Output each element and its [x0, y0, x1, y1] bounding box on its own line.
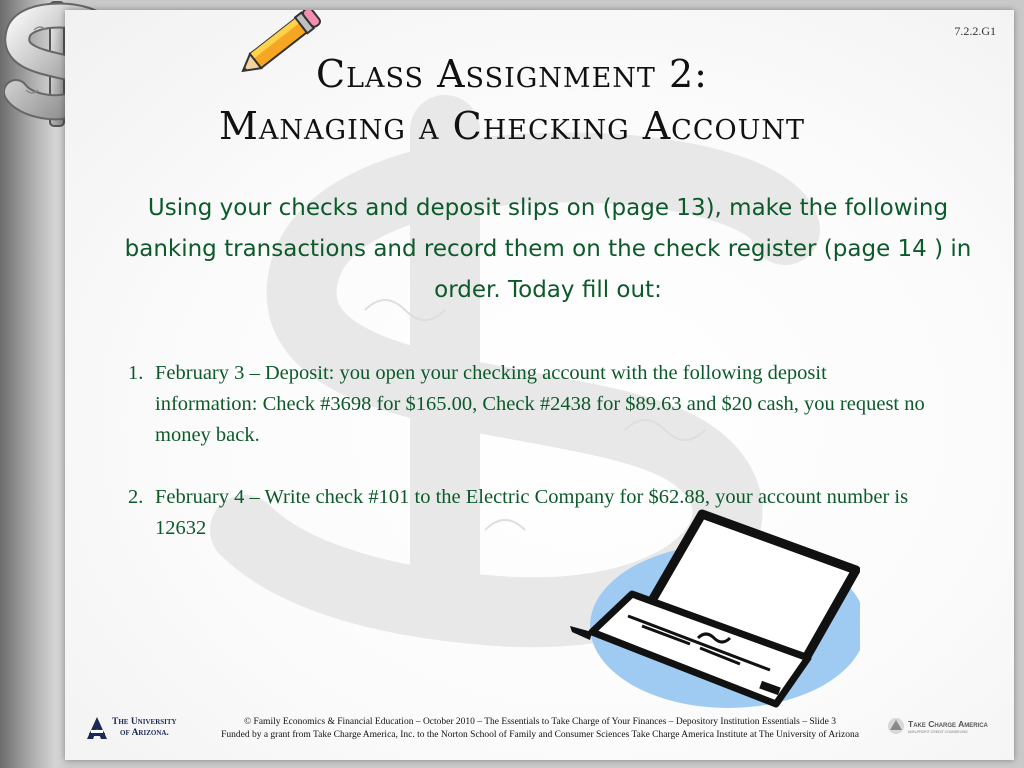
arizona-a-icon — [86, 716, 108, 740]
slide-title — [0, 48, 1024, 152]
list-item — [128, 482, 928, 544]
list-item-number: 2. — [128, 486, 144, 508]
ua-logo-text — [112, 717, 177, 739]
footer-copyright — [180, 716, 900, 742]
list-item — [128, 358, 928, 451]
instructions-intro: Using your checks and deposit slips on (page 13), make the following banking transactions and record them on the check register (page 14 ) in order. Today fill out: — [124, 195, 972, 303]
footer-line-2: Funded by a grant from Take Charge America, Inc. to the Norton School of Family and Consumer Sciences Take Charge America Institute at The University of Arizona — [221, 730, 859, 740]
tca-logo-text: Take Charge America — [908, 719, 988, 729]
title-line-2: Managing a Checking Account — [219, 104, 805, 148]
footer-line-1: © Family Economics & Financial Education – October 2010 – The Essentials to Take Charge of Your Finances – Depository Institution Essentials – Slide 3 — [243, 717, 837, 727]
university-of-arizona-logo — [86, 716, 182, 742]
title-line-1: Class Assignment 2: — [316, 52, 708, 96]
take-charge-america-logo — [886, 716, 996, 740]
tca-logo-subtext: NON-PROFIT CREDIT COUNSELING — [908, 730, 968, 734]
list-item-text: February 4 – Write check #101 to the Electric Company for $62.88, your account number is 12632 — [155, 486, 909, 539]
list-item-number: 1. — [128, 362, 144, 384]
tca-mark-icon — [886, 716, 906, 736]
slide-number: 7.2.2.G1 — [954, 24, 996, 38]
transaction-list — [128, 358, 928, 575]
ua-logo-line-2: of Arizona. — [120, 728, 169, 738]
ua-logo-line-1: The University — [112, 717, 177, 727]
list-item-text: February 3 – Deposit: you open your checking account with the following deposit information: Check #3698 for $165.00, Check #2438 for $89.63 and $20 cash, you request no money back. — [155, 362, 925, 446]
